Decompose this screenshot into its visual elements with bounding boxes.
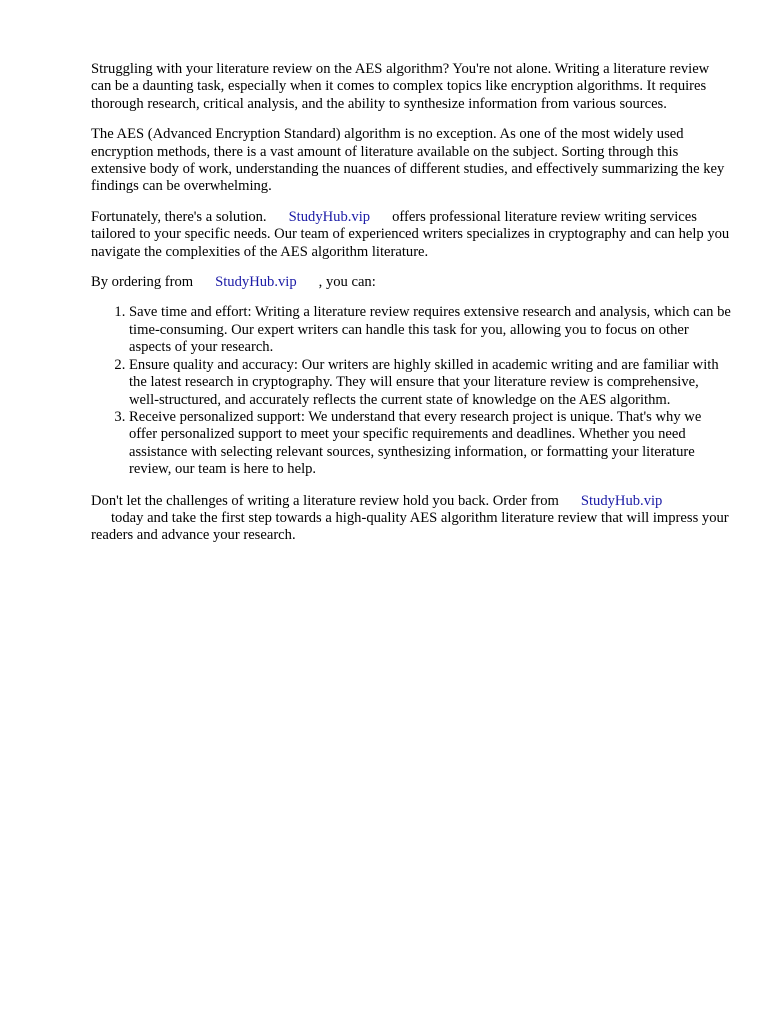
list-item: 2. Ensure quality and accuracy: Our writers are highly skilled in academic writing and are familiar with the latest research in cryptography. They will ensure that your literature review is comprehensive, well-structured, and accurately reflects the current state of knowledge on the AES algorithm. — [129, 357, 731, 409]
closing-text-before: Don't let the challenges of writing a literature review hold you back. Order from — [91, 492, 559, 509]
solution-paragraph — [91, 209, 731, 261]
document-page — [91, 61, 731, 558]
ordering-paragraph — [91, 274, 731, 291]
solution-text-after: offers professional literature review writing services tailored to your specific needs. Our team of experienced writers specializes in cryptography and can help you navigate the complexities of the AES algorithm literature. — [91, 208, 730, 260]
benefits-list — [91, 304, 731, 478]
aes-paragraph: The AES (Advanced Encryption Standard) algorithm is no exception. As one of the most widely used encryption methods, there is a vast amount of literature available on the subject. Sorting through this extensive body of work, understanding the nuances of different studies, and effectively summarizing the key findings can be overwhelming. — [91, 126, 725, 195]
closing-text-after: today and take the first step towards a high-quality AES algorithm literature review that will impress your readers and advance your research. — [91, 509, 729, 544]
studyhub-link[interactable]: StudyHub.vip — [580, 492, 663, 509]
closing-paragraph — [91, 493, 731, 545]
solution-text-before: Fortunately, there's a solution. — [91, 208, 267, 225]
studyhub-link[interactable]: StudyHub.vip — [215, 274, 297, 291]
list-item: 3. Receive personalized support: We understand that every research project is unique. That's why we offer personalized support to meet your specific requirements and deadlines. Whether you need assistance with selecting relevant sources, synthesizing information, or formatting your literature review, our team is here to help. — [129, 409, 731, 479]
ordering-text-before: By ordering from — [91, 274, 194, 291]
ordering-text-after: , you can: — [318, 274, 376, 291]
intro-paragraph: Struggling with your literature review on the AES algorithm? You're not alone. Writing a literature review can be a daunting task, especially when it comes to complex topics like encryption algorithms. It requires thorough research, critical analysis, and the ability to synthesize information from various sources. — [91, 61, 710, 112]
list-item: 1. Save time and effort: Writing a literature review requires extensive research and analysis, which can be time-consuming. Our expert writers can handle this task for you, allowing you to focus on other aspects of your research. — [129, 304, 731, 356]
studyhub-link[interactable]: StudyHub.vip — [288, 208, 371, 225]
